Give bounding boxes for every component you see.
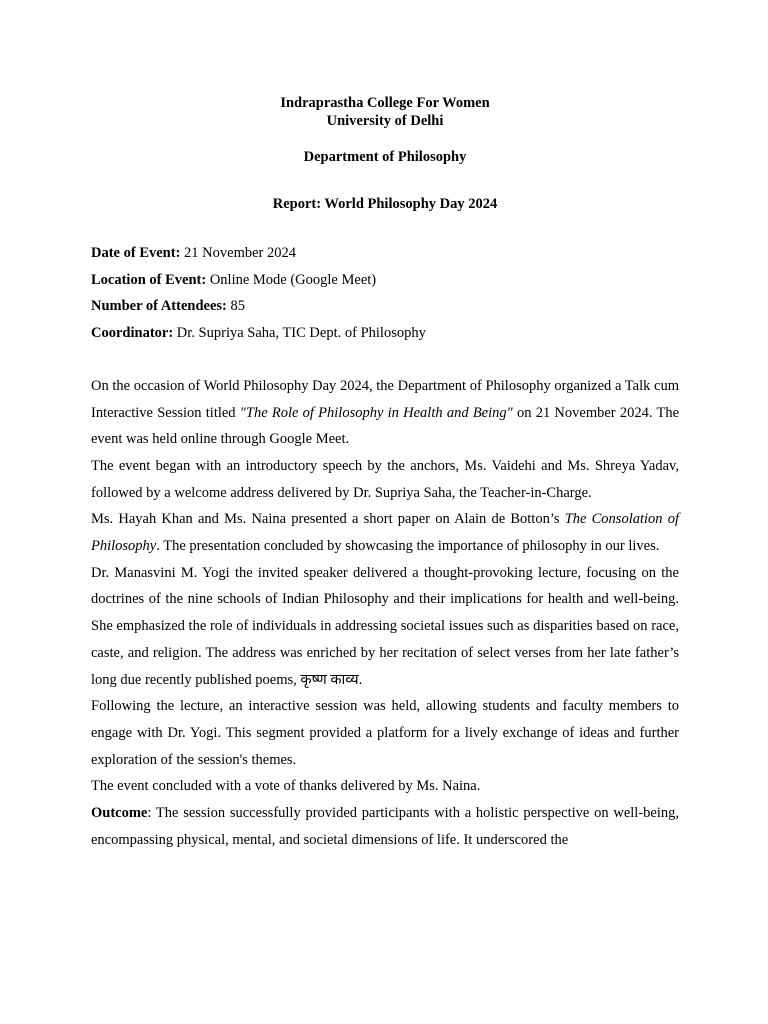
paragraph-intro xyxy=(91,373,679,453)
date-row xyxy=(91,240,679,267)
report-body xyxy=(91,373,679,854)
attendees-label: Number of Attendees: xyxy=(91,298,227,315)
paragraph-interactive: Following the lecture, an interactive session was held, allowing students and faculty members to engage with Dr. Yogi. This segment provided a platform for a lively exchange of ideas and further exploration of the session's themes. xyxy=(91,698,679,768)
coordinator-row xyxy=(91,320,679,347)
outcome-label: Outcome xyxy=(91,805,148,822)
department-name: Department of Philosophy xyxy=(303,149,467,165)
event-details xyxy=(91,240,679,347)
paragraph-lecture: Dr. Manasvini M. Yogi the invited speaker delivered a thought-provoking lecture, focusing on the doctrines of the nine schools of Indian Philosophy and their implications for health and well-being. She emphasized the role of individuals in addressing societal issues such as disparities based on race, caste, and religion. The address was enriched by her recitation of select verses from her late father’s long due recently published poems, कृष्ण काव्य. xyxy=(91,564,679,688)
report-page xyxy=(91,94,679,853)
intro-text-a: On the occasion of World Philosophy Day 2024, the Department of Philosophy organized a Talk cum Interactive Session titled xyxy=(91,377,679,421)
location-row xyxy=(91,267,679,294)
paragraph-closing: The event concluded with a vote of thanks delivered by Ms. Naina. xyxy=(91,778,481,795)
university-name: University of Delhi xyxy=(326,113,444,129)
intro-text-b: on 21 November 2024. The event was held online through Google Meet. xyxy=(91,404,680,448)
coordinator-value: Dr. Supriya Saha, TIC Dept. of Philosophy xyxy=(176,325,426,342)
session-title: "The Role of Philosophy in Health and Being" xyxy=(239,404,513,421)
paper-text-b: . The presentation concluded by showcasing the importance of philosophy in our lives. xyxy=(156,538,660,555)
institution-name: Indraprastha College For Women xyxy=(280,95,490,111)
location-label: Location of Event: xyxy=(91,271,207,288)
date-label: Date of Event: xyxy=(91,245,181,261)
attendees-row xyxy=(91,293,679,320)
book-title: The Consolation of Philosophy xyxy=(91,511,679,555)
paragraph-outcome xyxy=(91,800,679,853)
paper-text-a: Ms. Hayah Khan and Ms. Naina presented a short paper on Alain de Botton’s xyxy=(91,511,565,528)
location-value: Online Mode (Google Meet) xyxy=(209,271,377,288)
paragraph-paper xyxy=(91,506,679,559)
paragraph-opening: The event began with an introductory speech by the anchors, Ms. Vaidehi and Ms. Shreya Yadav, followed by a welcome address delivered by Dr. Supriya Saha, the Teacher-in-Charge. xyxy=(91,457,679,501)
report-title: Report: World Philosophy Day 2024 xyxy=(272,196,498,212)
coordinator-label: Coordinator: xyxy=(91,325,174,342)
attendees-value: 85 xyxy=(230,298,245,315)
outcome-text: : The session successfully provided participants with a holistic perspective on well-being, encompassing physical, mental, and societal dimensions of life. It underscored the xyxy=(91,805,679,848)
date-value: 21 November 2024 xyxy=(184,245,296,261)
report-header xyxy=(91,94,679,213)
